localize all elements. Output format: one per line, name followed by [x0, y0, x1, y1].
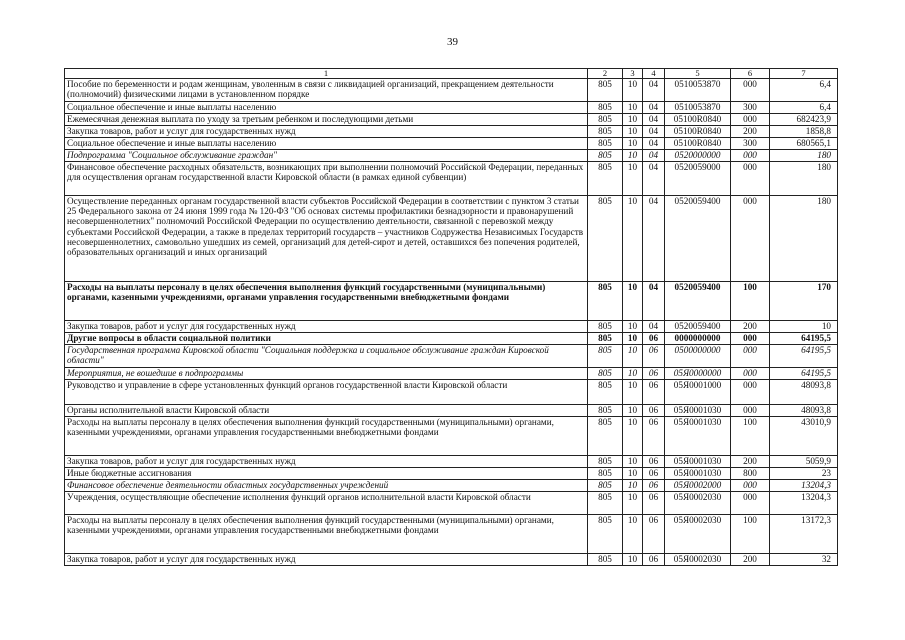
row-pr-cell: 06 [643, 368, 665, 380]
row-vr-cell: 000 [731, 368, 770, 380]
row-sum-cell: 32 [770, 554, 838, 566]
row-rz-cell: 10 [623, 321, 643, 333]
row-pr-cell: 06 [643, 405, 665, 417]
budget-table [64, 68, 838, 566]
row-csr-cell: 05Я0001030 [665, 405, 731, 417]
row-vr-cell: 100 [731, 515, 770, 554]
row-csr-cell: 05Я0001030 [665, 417, 731, 456]
row-vr-cell: 100 [731, 417, 770, 456]
row-gr-cell: 805 [588, 196, 623, 282]
row-vr-cell: 000 [731, 345, 770, 368]
row-gr-cell: 805 [588, 417, 623, 456]
row-vr-cell: 200 [731, 126, 770, 138]
row-name-cell: Другие вопросы в области социальной политики [65, 333, 588, 345]
row-gr-cell: 805 [588, 333, 623, 345]
row-vr-cell: 000 [731, 114, 770, 126]
row-pr-cell: 04 [643, 196, 665, 282]
row-csr-cell: 0520059000 [665, 162, 731, 196]
table-row [65, 282, 838, 321]
table-row [65, 138, 838, 150]
row-vr-cell: 200 [731, 456, 770, 468]
row-csr-cell: 05Я0001000 [665, 380, 731, 405]
row-rz-cell: 10 [623, 480, 643, 492]
row-gr-cell: 805 [588, 114, 623, 126]
table-row [65, 468, 838, 480]
row-csr-cell: 0520059400 [665, 196, 731, 282]
row-vr-cell: 000 [731, 150, 770, 162]
row-vr-cell: 300 [731, 102, 770, 114]
row-name-cell: Закупка товаров, работ и услуг для государственных нужд [65, 126, 588, 138]
row-csr-cell: 0000000000 [665, 333, 731, 345]
row-sum-cell: 180 [770, 196, 838, 282]
row-pr-cell: 06 [643, 492, 665, 515]
table-row [65, 79, 838, 102]
row-gr-cell: 805 [588, 368, 623, 380]
row-vr-cell: 000 [731, 79, 770, 102]
row-gr-cell: 805 [588, 282, 623, 321]
row-pr-cell: 06 [643, 468, 665, 480]
row-sum-cell: 13204,3 [770, 480, 838, 492]
table-row [65, 126, 838, 138]
row-csr-cell: 0520059400 [665, 282, 731, 321]
row-rz-cell: 10 [623, 345, 643, 368]
table-row [65, 456, 838, 468]
row-csr-cell: 05Я0000000 [665, 368, 731, 380]
row-sum-cell: 13172,3 [770, 515, 838, 554]
row-gr-cell: 805 [588, 138, 623, 150]
header-row [65, 69, 838, 79]
row-name-cell: Финансовое обеспечение деятельности областных государственных учреждений [65, 480, 588, 492]
row-csr-cell: 0510053870 [665, 79, 731, 102]
row-sum-cell: 1858,8 [770, 126, 838, 138]
row-vr-cell: 000 [731, 492, 770, 515]
row-rz-cell: 10 [623, 405, 643, 417]
row-pr-cell: 06 [643, 554, 665, 566]
table-row [65, 333, 838, 345]
header-cell-3: 3 [623, 69, 643, 79]
row-csr-cell: 0510053870 [665, 102, 731, 114]
table-row [65, 417, 838, 456]
table-row [65, 492, 838, 515]
row-rz-cell: 10 [623, 196, 643, 282]
row-rz-cell: 10 [623, 282, 643, 321]
row-pr-cell: 04 [643, 138, 665, 150]
row-rz-cell: 10 [623, 126, 643, 138]
row-pr-cell: 06 [643, 480, 665, 492]
row-vr-cell: 300 [731, 138, 770, 150]
row-sum-cell: 5059,9 [770, 456, 838, 468]
row-pr-cell: 04 [643, 126, 665, 138]
row-csr-cell: 05Я0002030 [665, 554, 731, 566]
row-gr-cell: 805 [588, 515, 623, 554]
row-sum-cell: 680565,1 [770, 138, 838, 150]
table-body [65, 79, 838, 566]
row-vr-cell: 200 [731, 321, 770, 333]
row-rz-cell: 10 [623, 468, 643, 480]
table-row [65, 102, 838, 114]
header-cell-5: 5 [665, 69, 731, 79]
table-row [65, 380, 838, 405]
header-cell-2: 2 [588, 69, 623, 79]
row-csr-cell: 05100R0840 [665, 138, 731, 150]
row-pr-cell: 04 [643, 114, 665, 126]
row-rz-cell: 10 [623, 554, 643, 566]
row-name-cell: Закупка товаров, работ и услуг для государственных нужд [65, 321, 588, 333]
row-rz-cell: 10 [623, 150, 643, 162]
row-sum-cell: 43010,9 [770, 417, 838, 456]
row-gr-cell: 805 [588, 405, 623, 417]
row-rz-cell: 10 [623, 492, 643, 515]
row-name-cell: Расходы на выплаты персоналу в целях обеспечения выполнения функций государственными (муниципальными) органами, казенными учреждениями, органами управления государственными внебюджетными фондами [65, 515, 588, 554]
row-name-cell: Социальное обеспечение и иные выплаты населению [65, 138, 588, 150]
table-row [65, 162, 838, 196]
row-name-cell: Закупка товаров, работ и услуг для государственных нужд [65, 554, 588, 566]
row-pr-cell: 04 [643, 150, 665, 162]
row-sum-cell: 6,4 [770, 79, 838, 102]
row-pr-cell: 06 [643, 417, 665, 456]
row-rz-cell: 10 [623, 79, 643, 102]
row-csr-cell: 0520000000 [665, 150, 731, 162]
table-row [65, 515, 838, 554]
row-sum-cell: 64195,5 [770, 368, 838, 380]
row-sum-cell: 682423,9 [770, 114, 838, 126]
table-row [65, 368, 838, 380]
row-gr-cell: 805 [588, 79, 623, 102]
row-name-cell: Расходы на выплаты персоналу в целях обеспечения выполнения функций государственными (муниципальными) органами, казенными учреждениями, органами управления государственными внебюджетными фондами [65, 417, 588, 456]
row-pr-cell: 06 [643, 456, 665, 468]
row-gr-cell: 805 [588, 162, 623, 196]
row-name-cell: Иные бюджетные ассигнования [65, 468, 588, 480]
header-cell-4: 4 [643, 69, 665, 79]
row-pr-cell: 06 [643, 345, 665, 368]
row-sum-cell: 6,4 [770, 102, 838, 114]
row-sum-cell: 10 [770, 321, 838, 333]
row-rz-cell: 10 [623, 333, 643, 345]
header-cell-6: 6 [731, 69, 770, 79]
row-csr-cell: 0500000000 [665, 345, 731, 368]
table-row [65, 321, 838, 333]
row-gr-cell: 805 [588, 345, 623, 368]
row-rz-cell: 10 [623, 515, 643, 554]
row-rz-cell: 10 [623, 102, 643, 114]
row-sum-cell: 48093,8 [770, 380, 838, 405]
row-name-cell: Пособие по беременности и родам женщинам, уволенным в связи с ликвидацией организаций, прекращением деятельности (полномочий) физическими лицами в установленном порядке [65, 79, 588, 102]
row-pr-cell: 06 [643, 333, 665, 345]
row-rz-cell: 10 [623, 138, 643, 150]
row-sum-cell: 170 [770, 282, 838, 321]
row-gr-cell: 805 [588, 492, 623, 515]
row-rz-cell: 10 [623, 380, 643, 405]
row-name-cell: Мероприятия, не вошедшие в подпрограммы [65, 368, 588, 380]
table-row [65, 345, 838, 368]
row-csr-cell: 05Я0002000 [665, 480, 731, 492]
row-name-cell: Социальное обеспечение и иные выплаты населению [65, 102, 588, 114]
row-csr-cell: 05Я0002030 [665, 492, 731, 515]
row-name-cell: Закупка товаров, работ и услуг для государственных нужд [65, 456, 588, 468]
row-sum-cell: 23 [770, 468, 838, 480]
row-rz-cell: 10 [623, 368, 643, 380]
row-csr-cell: 05Я0001030 [665, 468, 731, 480]
row-rz-cell: 10 [623, 417, 643, 456]
row-csr-cell: 05Я0002030 [665, 515, 731, 554]
row-name-cell: Государственная программа Кировской области "Социальная поддержка и социальное обслуживание граждан Кировской области" [65, 345, 588, 368]
row-pr-cell: 06 [643, 380, 665, 405]
row-name-cell: Ежемесячная денежная выплата по уходу за третьим ребенком и последующими детьми [65, 114, 588, 126]
row-vr-cell: 000 [731, 405, 770, 417]
table-row [65, 480, 838, 492]
row-sum-cell: 180 [770, 162, 838, 196]
table-row [65, 196, 838, 282]
row-gr-cell: 805 [588, 380, 623, 405]
row-gr-cell: 805 [588, 468, 623, 480]
row-gr-cell: 805 [588, 126, 623, 138]
row-gr-cell: 805 [588, 480, 623, 492]
row-pr-cell: 06 [643, 515, 665, 554]
table-row [65, 554, 838, 566]
row-name-cell: Подпрограмма "Социальное обслуживание граждан" [65, 150, 588, 162]
row-gr-cell: 805 [588, 102, 623, 114]
table-header [65, 69, 838, 79]
row-pr-cell: 04 [643, 321, 665, 333]
row-gr-cell: 805 [588, 321, 623, 333]
row-sum-cell: 64195,5 [770, 333, 838, 345]
row-vr-cell: 200 [731, 554, 770, 566]
header-cell-7: 7 [770, 69, 838, 79]
row-sum-cell: 180 [770, 150, 838, 162]
table-row [65, 405, 838, 417]
row-name-cell: Расходы на выплаты персоналу в целях обеспечения выполнения функций государственными (муниципальными) органами, казенными учреждениями, органами управления государственными внебюджетными фондами [65, 282, 588, 321]
row-gr-cell: 805 [588, 150, 623, 162]
row-vr-cell: 000 [731, 480, 770, 492]
row-vr-cell: 000 [731, 162, 770, 196]
row-pr-cell: 04 [643, 162, 665, 196]
row-name-cell: Осуществление переданных органам государственной власти субъектов Российской Федерации в соответствии с пунктом 3 статьи 25 Федерального закона от 24 июня 1999 года № 120-ФЗ "Об основах системы профилактики безнадзорности и правонарушений несовершеннолетних" полномочий Российской Федерации по осуществлению деятельности, связанной с перевозкой между субъектами Российской Федерации, а также в пределах территорий государств – участников Содружества Независимых Государств несовершеннолетних, самовольно ушедших из семей, организаций для детей-сирот и детей, оставшихся без попечения родителей, образовательных организаций и иных организаций [65, 196, 588, 282]
row-name-cell: Учреждения, осуществляющие обеспечение исполнения функций органов исполнительной власти Кировской области [65, 492, 588, 515]
row-vr-cell: 100 [731, 282, 770, 321]
row-rz-cell: 10 [623, 456, 643, 468]
row-vr-cell: 800 [731, 468, 770, 480]
row-sum-cell: 13204,3 [770, 492, 838, 515]
table-row [65, 150, 838, 162]
header-cell-1: 1 [65, 69, 588, 79]
row-csr-cell: 05Я0001030 [665, 456, 731, 468]
row-vr-cell: 000 [731, 196, 770, 282]
row-pr-cell: 04 [643, 102, 665, 114]
row-rz-cell: 10 [623, 114, 643, 126]
row-pr-cell: 04 [643, 282, 665, 321]
row-vr-cell: 000 [731, 333, 770, 345]
page-number: 39 [447, 36, 458, 48]
row-csr-cell: 05100R0840 [665, 126, 731, 138]
row-sum-cell: 64195,5 [770, 345, 838, 368]
row-gr-cell: 805 [588, 456, 623, 468]
table-row [65, 114, 838, 126]
row-csr-cell: 05100R0840 [665, 114, 731, 126]
row-gr-cell: 805 [588, 554, 623, 566]
row-rz-cell: 10 [623, 162, 643, 196]
row-name-cell: Руководство и управление в сфере установленных функций органов государственной власти Кировской области [65, 380, 588, 405]
row-pr-cell: 04 [643, 79, 665, 102]
row-sum-cell: 48093,8 [770, 405, 838, 417]
row-csr-cell: 0520059400 [665, 321, 731, 333]
row-name-cell: Финансовое обеспечение расходных обязательств, возникающих при выполнении полномочий Российской Федерации, переданных для осуществления органам государственной власти Кировской области (в рамках единой субвенции) [65, 162, 588, 196]
row-name-cell: Органы исполнительной власти Кировской области [65, 405, 588, 417]
row-vr-cell: 000 [731, 380, 770, 405]
